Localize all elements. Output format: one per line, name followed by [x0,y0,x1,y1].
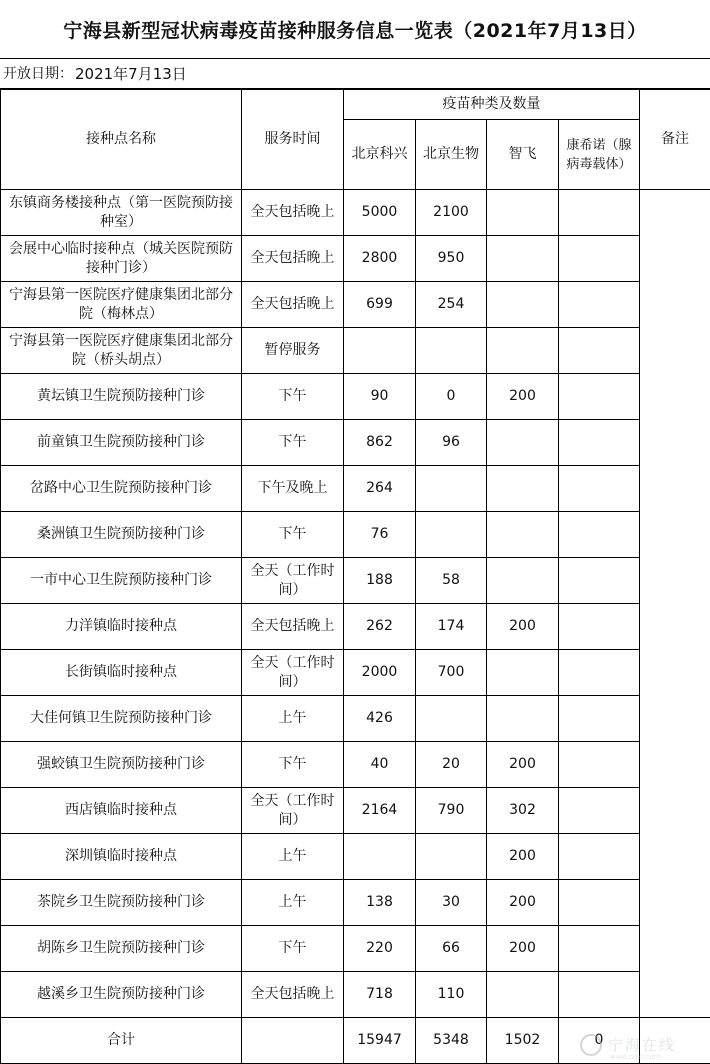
table-row [1,834,710,880]
zhifei-count-cell [487,420,559,466]
header-vaccine-kangxinuo: 康希诺（腺病毒载体） [559,120,640,190]
service-time-cell: 全天包括晚上 [242,282,344,328]
zhifei-count-cell [487,466,559,512]
header-vaccine-kexing: 北京科兴 [344,120,416,190]
shengwu-count-cell: 0 [416,374,487,420]
zhifei-count-cell [487,190,559,236]
service-time-cell: 下午 [242,374,344,420]
shengwu-count-cell: 58 [416,558,487,604]
table-row [1,788,710,834]
site-cell: 深圳镇临时接种点 [1,834,242,880]
site-cell: 前童镇卫生院预防接种门诊 [1,420,242,466]
site-cell: 宁海县第一医院医疗健康集团北部分院（梅林点） [1,282,242,328]
shengwu-count-cell [416,328,487,374]
site-cell: 越溪乡卫生院预防接种门诊 [1,972,242,1018]
shengwu-count-cell: 700 [416,650,487,696]
kexing-count-cell: 262 [344,604,416,650]
service-time-cell: 全天（工作时间） [242,650,344,696]
site-cell: 桑洲镇卫生院预防接种门诊 [1,512,242,558]
remark-cell [640,190,710,1018]
kangxinuo-count-cell [559,236,640,282]
zhifei-count-cell [487,512,559,558]
table-row [1,466,710,512]
zhifei-count-cell [487,282,559,328]
total-label: 合计 [1,1018,242,1064]
header-remark: 备注 [640,90,710,190]
kexing-count-cell: 2800 [344,236,416,282]
kexing-count-cell: 220 [344,926,416,972]
shengwu-count-cell: 2100 [416,190,487,236]
site-cell: 强蛟镇卫生院预防接种门诊 [1,742,242,788]
table-row [1,420,710,466]
zhifei-count-cell: 200 [487,742,559,788]
total-remark-cell [640,1018,710,1064]
kexing-count-cell: 426 [344,696,416,742]
kangxinuo-count-cell [559,466,640,512]
kexing-count-cell [344,834,416,880]
kangxinuo-count-cell [559,834,640,880]
zhifei-count-cell: 302 [487,788,559,834]
site-cell: 长街镇临时接种点 [1,650,242,696]
header-time: 服务时间 [242,90,344,190]
kangxinuo-count-cell [559,604,640,650]
kexing-count-cell: 138 [344,880,416,926]
shengwu-count-cell: 20 [416,742,487,788]
site-cell: 一市中心卫生院预防接种门诊 [1,558,242,604]
site-cell: 会展中心临时接种点（城关医院预防接种门诊） [1,236,242,282]
kexing-count-cell: 90 [344,374,416,420]
total-kexing: 15947 [344,1018,416,1064]
shengwu-count-cell [416,834,487,880]
table-row [1,558,710,604]
open-date-label: 开放日期： [3,66,73,82]
site-cell: 黄坛镇卫生院预防接种门诊 [1,374,242,420]
service-time-cell: 上午 [242,834,344,880]
watermark-url: www.nhzj.com [610,1053,661,1061]
total-shengwu: 5348 [416,1018,487,1064]
service-time-cell: 上午 [242,696,344,742]
shengwu-count-cell: 96 [416,420,487,466]
table-row [1,512,710,558]
table-row [1,328,710,374]
zhifei-count-cell: 200 [487,604,559,650]
kexing-count-cell: 5000 [344,190,416,236]
site-cell: 岔路中心卫生院预防接种门诊 [1,466,242,512]
site-cell: 大佳何镇卫生院预防接种门诊 [1,696,242,742]
service-time-cell: 全天（工作时间） [242,788,344,834]
shengwu-count-cell: 950 [416,236,487,282]
page-title [0,0,710,59]
shengwu-count-cell: 254 [416,282,487,328]
kangxinuo-count-cell [559,650,640,696]
kangxinuo-count-cell [559,328,640,374]
zhifei-count-cell [487,236,559,282]
kexing-count-cell: 699 [344,282,416,328]
kangxinuo-count-cell [559,420,640,466]
site-cell: 力洋镇临时接种点 [1,604,242,650]
header-vaccine-shengwu: 北京生物 [416,120,487,190]
table-row [1,236,710,282]
open-date-row [0,58,710,89]
total-time-cell [242,1018,344,1064]
shengwu-count-cell [416,512,487,558]
service-time-cell: 全天包括晚上 [242,604,344,650]
table-row [1,742,710,788]
service-time-cell: 全天包括晚上 [242,190,344,236]
service-time-cell: 暂停服务 [242,328,344,374]
open-date-value: 2021年7月13日 [75,64,187,83]
table-row [1,926,710,972]
table-row [1,374,710,420]
service-time-cell: 全天（工作时间） [242,558,344,604]
service-time-cell: 全天包括晚上 [242,972,344,1018]
service-time-cell: 下午 [242,420,344,466]
vaccination-table [0,89,710,1064]
watermark-text: 宁海在线 [608,1036,677,1054]
zhifei-count-cell: 200 [487,926,559,972]
service-time-cell: 全天包括晚上 [242,236,344,282]
kangxinuo-count-cell [559,880,640,926]
shengwu-count-cell: 30 [416,880,487,926]
kexing-count-cell: 76 [344,512,416,558]
kangxinuo-count-cell [559,926,640,972]
zhifei-count-cell: 200 [487,834,559,880]
shengwu-count-cell: 174 [416,604,487,650]
header-site: 接种点名称 [1,90,242,190]
zhifei-count-cell [487,558,559,604]
service-time-cell: 下午 [242,926,344,972]
site-cell: 胡陈乡卫生院预防接种门诊 [1,926,242,972]
kexing-count-cell: 862 [344,420,416,466]
zhifei-count-cell [487,696,559,742]
kangxinuo-count-cell [559,696,640,742]
page-title-text: 宁海县新型冠状病毒疫苗接种服务信息一览表（2021年7月13日） [63,19,647,42]
shengwu-count-cell: 66 [416,926,487,972]
table-row [1,650,710,696]
service-time-cell: 下午 [242,512,344,558]
kexing-count-cell: 188 [344,558,416,604]
table-body [1,190,710,1064]
header-vaccine-zhifei: 智飞 [487,120,559,190]
total-row [1,1018,710,1064]
kexing-count-cell: 2164 [344,788,416,834]
kangxinuo-count-cell [559,788,640,834]
service-time-cell: 上午 [242,880,344,926]
site-cell: 东镇商务楼接种点（第一医院预防接种室） [1,190,242,236]
kexing-count-cell [344,328,416,374]
zhifei-count-cell [487,650,559,696]
shengwu-count-cell [416,466,487,512]
zhifei-count-cell [487,972,559,1018]
site-cell: 西店镇临时接种点 [1,788,242,834]
table-row [1,282,710,328]
kangxinuo-count-cell [559,512,640,558]
zhifei-count-cell: 200 [487,374,559,420]
table-row [1,972,710,1018]
zhifei-count-cell: 200 [487,880,559,926]
table-row [1,880,710,926]
total-kangxinuo: 0 [559,1018,640,1064]
header-row-1 [1,90,710,120]
service-time-cell: 下午及晚上 [242,466,344,512]
shengwu-count-cell: 790 [416,788,487,834]
kangxinuo-count-cell [559,972,640,1018]
kangxinuo-count-cell [559,282,640,328]
kangxinuo-count-cell [559,558,640,604]
zhifei-count-cell [487,328,559,374]
table-row [1,696,710,742]
shengwu-count-cell [416,696,487,742]
header-vaccine-group: 疫苗种类及数量 [344,90,640,120]
site-cell: 茶院乡卫生院预防接种门诊 [1,880,242,926]
kexing-count-cell: 40 [344,742,416,788]
kexing-count-cell: 2000 [344,650,416,696]
kexing-count-cell: 264 [344,466,416,512]
kangxinuo-count-cell [559,374,640,420]
kangxinuo-count-cell [559,190,640,236]
kexing-count-cell: 718 [344,972,416,1018]
table-row [1,604,710,650]
total-zhifei: 1502 [487,1018,559,1064]
table-row [1,190,710,236]
service-time-cell: 下午 [242,742,344,788]
shengwu-count-cell: 110 [416,972,487,1018]
kangxinuo-count-cell [559,742,640,788]
site-cell: 宁海县第一医院医疗健康集团北部分院（桥头胡点） [1,328,242,374]
